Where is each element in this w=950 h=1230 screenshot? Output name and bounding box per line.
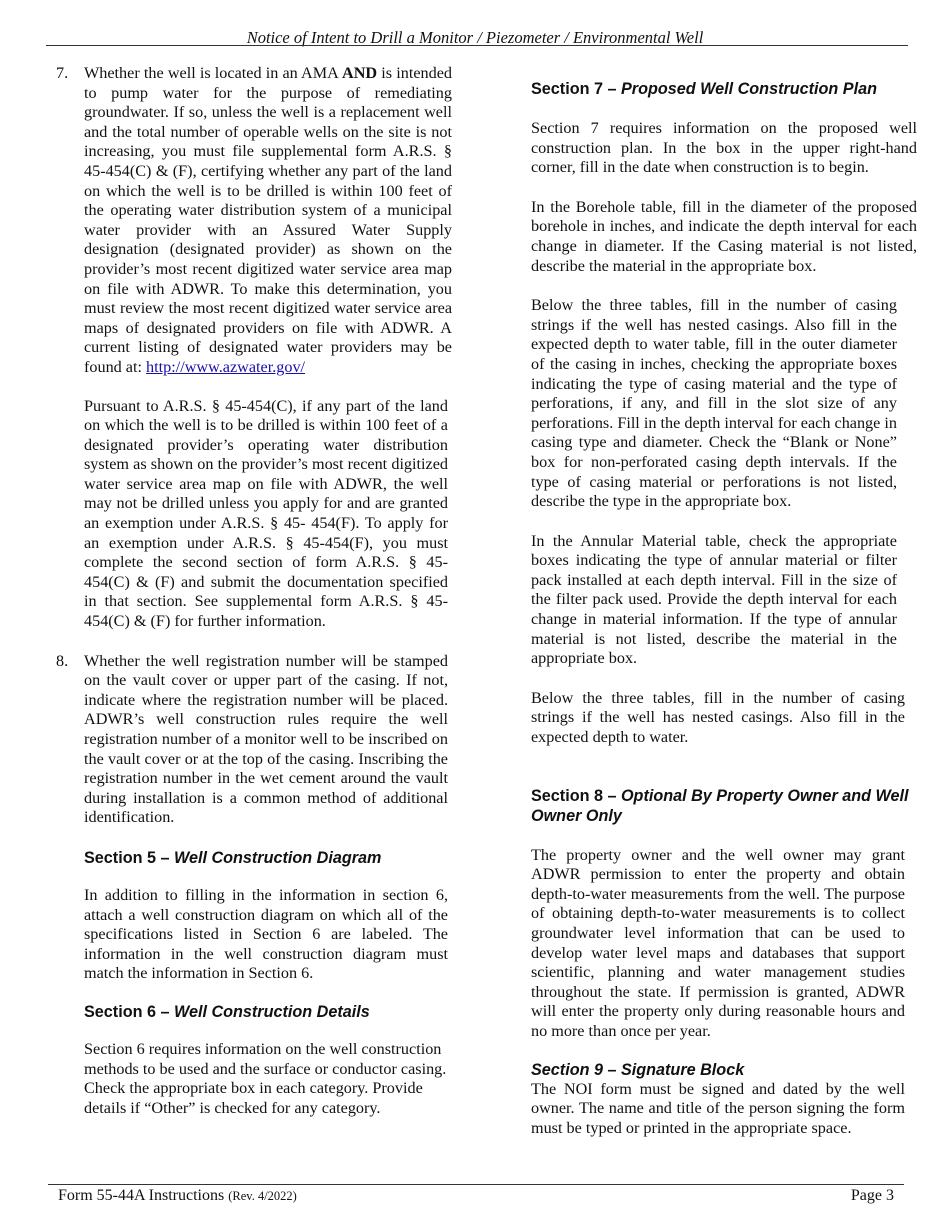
item-7-text-b: is intended to pump water for the purpose of remediating groundwater. If so, unless the well is a replacement well and the total number of operable wells on the site is not increasing, you must file supplemental form A.R.S. § 45-454(C) & (F), certifying whether any part of the land on which the well is to be drilled is within 100 feet of the operating water distribution system of a municipal water provider with an Assured Water Supply designation (designated provider) as shown on the provider’s most recent digitized water service area map on file with ADWR. To make this determination, you must review the most recent digitized water service area maps of designated providers on file with ADWR. A current listing of designated water providers may be found at: xyxy=(84,64,452,376)
footer-revision: (Rev. 4/2022) xyxy=(228,1189,297,1203)
section-9-body: The NOI form must be signed and dated by the well owner. The name and title of the person signing the form must be typed or printed in the appropriate space. xyxy=(531,1079,905,1137)
footer-form-id xyxy=(58,1186,297,1206)
azwater-link[interactable]: http://www.azwater.gov/ xyxy=(146,357,306,376)
section-9-label: Section 9 xyxy=(531,1060,603,1079)
page-header-title: Notice of Intent to Drill a Monitor / Piezometer / Environmental Well xyxy=(246,28,704,47)
section-7-paragraph-5: Below the three tables, fill in the number of casing strings if the well has nested casings. Also fill in the expected depth to water. xyxy=(531,688,905,747)
footer-divider xyxy=(48,1184,904,1185)
item-7-emphasis: AND xyxy=(342,64,378,82)
section-7-paragraph-2: In the Borehole table, fill in the diameter of the proposed borehole in inches, and indicate the depth interval for each change in diameter. If the Casing material is not listed, describe the material in the appropriate box. xyxy=(531,197,917,275)
item-7-paragraph-2: Pursuant to A.R.S. § 45-454(C), if any part of the land on which the well is to be drilled is within 100 feet of a designated provider’s operating water distribution system as shown on the provider’s most recent digitized water service area map on file with ADWR, the well may not be drilled unless you apply for and are granted an exemption under A.R.S. § 45- 454(F). To apply for an exemption under A.R.S. § 45-454(F), you must complete the second section of form A.R.S. § 45-454(C) & (F) and submit the documentation specified in that section. See supplemental form A.R.S. § 45-454(C) & (F) for further information. xyxy=(84,396,448,631)
item-7-paragraph-1 xyxy=(84,64,452,378)
item-7-text-a: Whether the well is located in an AMA xyxy=(84,64,343,82)
section-7-paragraph-3: Below the three tables, fill in the number of casing strings if the well has nested casings. Also fill in the expected depth to water table, fill in the outer diameter of the casing in inches, checking the appropriate boxes indicating the type of casing material and the type of perforations, if any, and fill in the slot size of any perforations. Fill in the depth interval for each change in casing type and diameter. Check the “Blank or None” box for non-perforated casing depth intervals. If the type of casing material or perforations is not listed, describe the type in the appropriate box. xyxy=(531,296,897,511)
list-item-8 xyxy=(56,652,448,828)
header-divider xyxy=(46,45,908,46)
section-5-body: In addition to filling in the information in section 6, attach a well construction diagram on which all of the specifications listed in Section 6 are labeled. The information in the well construction diagram must match the information in Section 6. xyxy=(84,885,448,983)
section-8-title: Optional By Property Owner and Well Owner Only xyxy=(531,786,909,825)
item-number: 8. xyxy=(56,651,69,670)
footer-form-name: Form 55-44A Instructions xyxy=(58,1187,225,1204)
item-8-paragraph: Whether the well registration number will be stamped on the vault cover or upper part of the casing. If not, indicate where the registration number will be placed. ADWR’s well construction rules require the well registration number of a monitor well to be inscribed on the vault cover or at the top of the casing. Inscribing the registration number in the wet cement around the vault during installation is a common method of additional identification. xyxy=(84,651,448,827)
section-9-heading xyxy=(531,1060,917,1080)
footer-page-number: Page 3 xyxy=(850,1187,894,1204)
section-6-title: Well Construction Details xyxy=(173,1002,370,1021)
section-7-paragraph-1: Section 7 requires information on the proposed well construction plan. In the box in the upper right-hand corner, fill in the date when construction is to begin. xyxy=(531,119,917,177)
section-7-heading xyxy=(531,79,917,99)
section-6-prefix: Section 6 – xyxy=(84,1002,174,1021)
section-8-heading xyxy=(531,786,917,826)
section-7-title: Proposed Well Construction Plan xyxy=(620,80,877,98)
list-item-7 xyxy=(56,64,452,632)
section-7-paragraph-4: In the Annular Material table, check the appropriate boxes indicating the type of annular material or filter pack installed at each depth interval. Fill in the size of the filter pack used. Provide the depth interval for each change in material information. If the type of annular material is not listed, describe the material in the appropriate box. xyxy=(531,531,897,668)
left-column xyxy=(56,64,452,1118)
section-8-prefix: Section 8 – xyxy=(531,786,621,805)
section-5-heading xyxy=(84,848,448,868)
section-6 xyxy=(56,1002,448,1118)
section-8-body: The property owner and the well owner may grant ADWR permission to enter the property and obtain depth-to-water measurements from the well. The purpose of obtaining depth-to-water measurements is to collect groundwater level information that can be used to develop water level maps and databases that support scientific, planning and water management studies throughout the state. If permission is granted, ADWR will enter the property only during reasonable hours and no more than once per year. xyxy=(531,845,905,1040)
section-5 xyxy=(56,848,448,984)
section-6-body: Section 6 requires information on the well construction methods to be used and the surface or conductor casing. Check the appropriate box in each category. Provide details if “Other” is checked for any category. xyxy=(84,1039,447,1117)
right-column xyxy=(531,79,917,1138)
section-5-title: Well Construction Diagram xyxy=(173,848,382,867)
section-7-prefix: Section 7 – xyxy=(531,80,621,98)
item-number: 7. xyxy=(56,64,69,82)
section-6-heading xyxy=(84,1002,448,1022)
section-9-title: – Signature Block xyxy=(602,1060,745,1079)
section-5-prefix: Section 5 – xyxy=(84,848,174,867)
